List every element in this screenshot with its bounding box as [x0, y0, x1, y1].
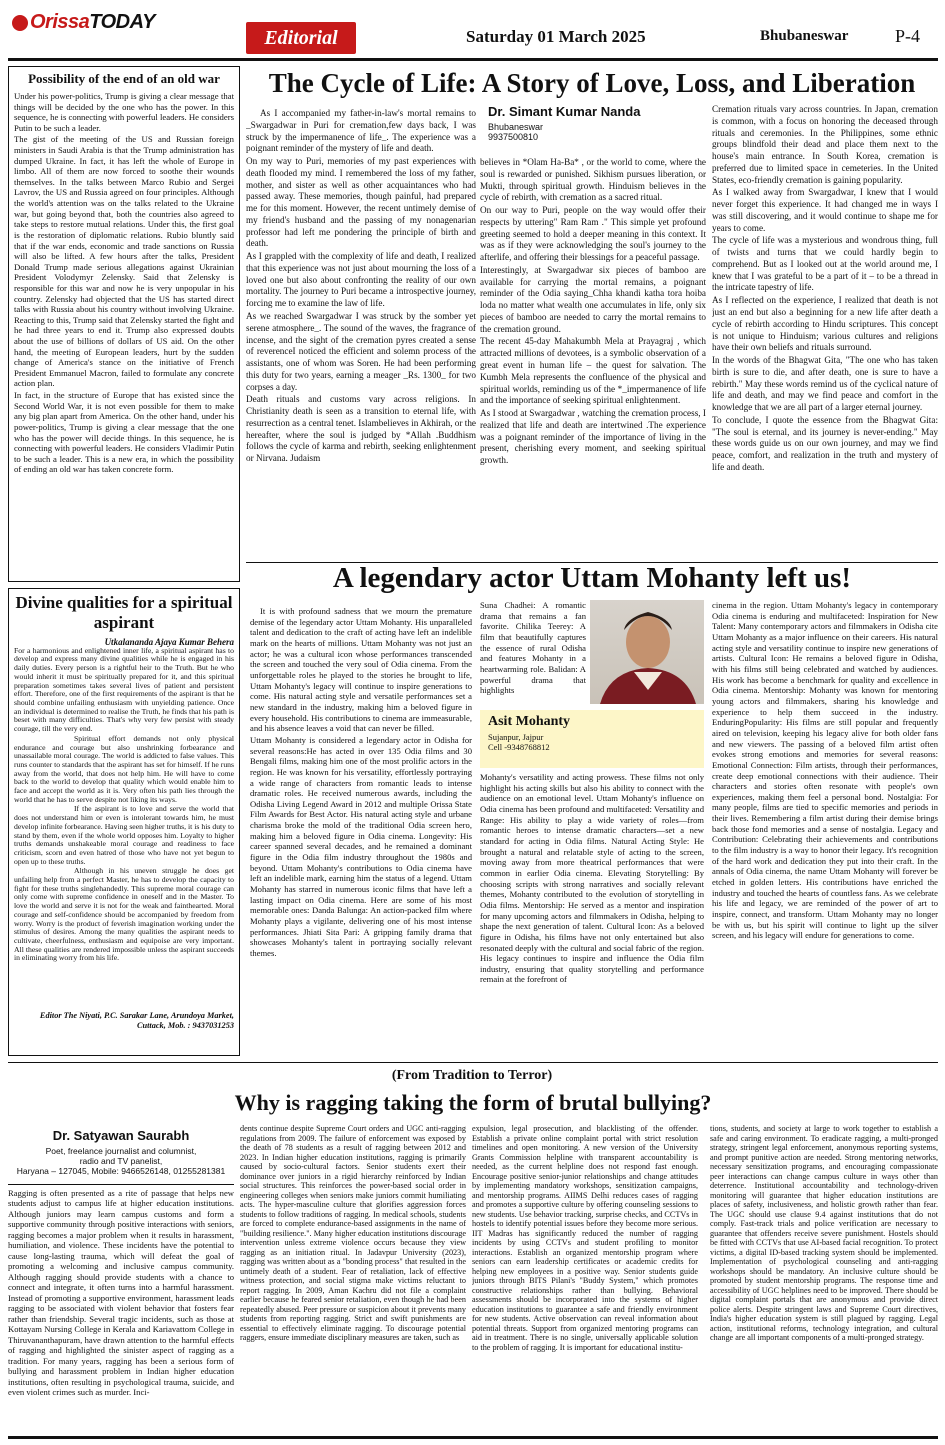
paragraph: If the aspirant is to love and serve the world that does not understand him or even is intolerant towards him, he must develop infinite forbearance. Having seen higher truths, it is his duty to stand by them, even if the whole world opposes him. Loyalty to higher truths demands unshakeable moral courage and readiness to face criticism, scorn and even hatred of those who have not yet begun to open up to these truths. [14, 804, 234, 866]
ragging-kicker: (From Tradition to Terror) [391, 1068, 553, 1083]
logo-mark-icon [12, 15, 28, 31]
paragraph: As I grappled with the complexity of life and death, I realized that this experience was not just about mourning the loss of a loved one but also about confronting the reality of our own mortality. The journey to Puri became a introspective journey, forcing me to examine the law of life. [246, 251, 476, 309]
ragging-title: Why is ragging taking the form of brutal bullying? [234, 1090, 712, 1115]
paragraph: As I walked away from Swargadwar, I knew that I would never forget this experience. It had changed me in ways I was still discovering, and it would continue to shape me for years to come. [712, 187, 938, 233]
paragraph: Under his power-politics, Trump is giving a clear message that things will be decided by the one who has the power. In this sequence, he is connecting with powerful leaders. He considers Putin to be such a leader. [14, 91, 234, 133]
logo-text [30, 11, 155, 34]
paragraph: Interestingly, at Swargadwar six pieces of bamboo are available for carrying the mortal remains, a poignant reminder of the Odia saying_Chha khandi katha tora hoiba loda no matter what wealth one accumulates in life, only six pieces of bamboo are needed to carry the mortal remains to the cremation ground. [480, 264, 706, 334]
paragraph: For a harmonious and enlightened inner life, a spiritual aspirant has to develop and express many divine qualities while he is engaged in his daily duties. Every person is a rightful heir to the Truth. But he who would inherit it must be spiritually prepared for it, and this spiritual preparation sometimes takes several lives of patient and persistent effort. Therefore, one of the first requirements of the aspirant is that he should combine unfailing enthusiasm with unyielding patience. Once an individual is determined to realise the Truth, he finds that his path is beset with many difficulties. That's why very few persist with steady courage, till the very end. [14, 646, 234, 734]
paragraph: Spiritual effort demands not only physical endurance and courage but also unshrinking forbearance and unassailable moral courage. The world is addicted to false values. This runs counter to standards that the aspirant has set for himself. If he runs away from the world, that does not help him. He will have to come back to the world to develop that quality which would enable him to face and accept the world as it is. Very often his path lies through the world that he has to serve despite not liking its ways. [14, 733, 234, 804]
divine-qualities-article [8, 588, 240, 1056]
footer-rule [8, 1436, 938, 1439]
header-rule [8, 58, 938, 61]
paragraph: As I reflected on the experience, I realized that death is not just an end but also a beginning for a new life after death a cycle of rebirth according to Hindu scriptures. This concept is not unique to Hinduism; various cultures and religions have their own beliefs and rituals surround. [712, 295, 938, 353]
cycle-col-2 [480, 157, 706, 560]
author-line: Haryana – 127045, Mobile: 9466526148, 01255281381 [16, 1166, 226, 1176]
cycle-col-1 [246, 108, 476, 560]
article-body [14, 91, 234, 579]
article-body [14, 647, 234, 1009]
paragraph: On our way to Puri, people on the way would offer their respects by uttering" Ram Ram ." This simple yet profound greeting seemed to hold a deeper meaning in this context. It was as if they were acknowledging the soul's journey to the afterlife, and offering their blessings for a peaceful passage. [480, 205, 706, 263]
author-name: Dr. Satyawan Saurabh [52, 1128, 190, 1143]
author-phone: Cell -9348768812 [488, 742, 550, 752]
paragraph: In fact, in the structure of Europe that has existed since the Second World War, it is not even possible for them to make any big plan apart from America. On the other hand, under his power-politics, Trump is giving a clear message that the one who has the power will decide things. In this sequence, he is connecting with powerful leaders. He considers Vladimir Putin to be such a leader. This is a new era, in which the possibility of ending an old war has taken concrete form. [14, 390, 234, 475]
author-phone: 9937500810 [488, 132, 539, 142]
paragraph: Although in his uneven struggle he does get unfailing help from a perfect Master, he has to develop the capacity to fight for these truths singlehandedly. This supreme moral courage can only come with supreme confidence in oneself and in the Master. To love the world and serve it is not for the weak and fainthearted. Moral courage and self-confidence should be accompanied by freedom from worry. Worry is the product of feverish imagination working under the stimulus of desires. Among the many qualities the aspirant needs to cultivate, cheerfulness, enthusiasm and equipoise are very important. All these qualities are rendered impossible unless the aspirant succeeds in eliminating worry from his life. [14, 866, 234, 963]
issue-date: Saturday 01 March 2025 [466, 27, 646, 46]
section-label: Editorial [246, 22, 356, 54]
logo-today: TODAY [89, 11, 155, 33]
page-number: P-4 [895, 26, 921, 46]
paragraph: Death rituals and customs vary across religions. In Christianity death is seen as a transition to eternal life, with resurrection as a central tenet. Islambelieves in Akhirah, or the hereafter, where the soul is judged by *Allah .Buddhism follows the cycle of karma and rebirth, seeking enlightenment or Nirvana. Judaism [246, 394, 476, 464]
logo-orissa: Orissa [30, 11, 90, 33]
ragging-col-2: dents continue despite Supreme Court orders and UGC anti-ragging regulations from 2009. The failure of enforcement was exposed by the death of 78 students as a result of ragging between 2012 and 2023. In Indian higher education institutions, ragging is primarily caused by socio-cultural factors. Senior students exert their dominance over juniors in a rigid hierarchy reinforced by Indian social structures. This reinforces the power-based social order in engineering colleges when seniors make juniors commit humiliating acts. The hyper-masculine culture that glorifies aggression forces students to follow traditions of ragging. In medical schools, students are forced to complete endurance-based assignments in the name of "building resilience.". Many higher education institutions discourage intervention unless extreme violence occurs because they view ragging as an initiation ritual. In Jadavpur University (2023), ragging was written about as a "bonding process" that resulted in the untimely death of a student. Fear of retaliation, lack of effective witness protection, and social stigma make victims reluctant to report ragging. In 2009, Aman Kachru did not file a complaint earlier because he feared senior retaliation, even though he had been repeatedly abused. Peer pressure or suspicion about it prevents many students from reporting ragging. Strict and swift punishments are essential to effectively eliminate ragging. To discourage potential raggers, ensure immediate disciplinary measures are taken, such as [240, 1124, 466, 1343]
edition-city: Bhubaneswar [760, 28, 849, 44]
newspaper-logo [8, 10, 153, 38]
uttam-col-2-top: Suna Chadhei: A romantic drama that remains a fan favorite. Chilika Teerey: A film that beautifully captures the essence of rural Odisha and features Mohanty in a heartwarming role. Balidan: A powerful drama that highlights [480, 600, 586, 696]
article-title: Divine qualities for a spiritual aspirant [15, 593, 233, 633]
divider [8, 1184, 234, 1185]
uttam-col-1 [250, 606, 472, 1054]
article-author: Utkalananda Ajaya Kumar Behera [104, 636, 234, 647]
paragraph: As I accompanied my father-in-law's mortal remains to _Swargadwar in Puri for cremation,few days back, I was struck by the impermanence of life_. The experience was a poignant reminder of the mystery of life and death. [246, 108, 476, 154]
author-city: Bhubaneswar [488, 122, 544, 132]
paragraph: The recent 45-day Mahakumbh Mela at Prayagraj , which attracted millions of devotees, is a symbolic observation of a great event in human life – the quest for salvation. The Kumbh Mela represents the confluence of the physical and spiritual worlds, reminding us of the *_impermanence of life and the importance of seeking spiritual enlightenment. [480, 336, 706, 406]
old-war-article [8, 66, 240, 582]
author-city: Sujanpur, Jajpur [488, 732, 544, 742]
paragraph: In the words of the Bhagwat Gita, "The one who has taken birth is sure to die, and after death, one is sure to have a rebirth." May these words remind us of the cyclical nature of life and death, and may we find peace and comfort in the knowledge that we are all part of a larger eternal journey. [712, 355, 938, 413]
paragraph: As I stood at Swargadwar , watching the cremation process, I realized that life and death are intertwined .The experience was a poignant reminder of the importance of living in the present, cherishing every moment, and seeking spiritual growth. [480, 408, 706, 466]
divider [8, 1062, 938, 1063]
paragraph: On my way to Puri, memories of my past experiences with death flooded my mind. I remembered the loss of my father, mother, and sister as well as other acquaintances who had passed away. These memories, though painful, had prepared me for this moment. However, the recent untimely demise of my friend's husband and the passing of my nonagenarian professor had left me pondering the principle of birth and death. [246, 156, 476, 249]
author-name: Asit Mohanty [488, 714, 571, 729]
ragging-col-4: tions, students, and society at large to work together to establish a safe and caring environment. To eradicate ragging, a multi-pronged strategy, stringent legal enforcement, anonymous reporting systems, and prompt punitive action are needed. Strong mentoring networks, necessary sensitization programs, and encouraging compassionate peer interactions can change campus culture in ways other than deterrence. Institutional accountability and technology-driven monitoring will guarantee that higher education institutions are places of safety, inclusiveness, and holistic growth rather than fear. The UGC should use clause 9.4 against institutions that do not comply. Fast-track trials and police verification are necessary to guarantee that offenders receive severe punishment. Hostels should be fitted with CCTVs that use AI-based facial recognition. To protect victims, a digital ID-based tracking system should be implemented. Implementation of psychological counseling and anti-ragging workshops should be mandatory. An inclusive culture should be promoted by student mentorship programs. The response time and accessibility of UGC helplines need to be improved. There should be digital complaint portals that are anonymous and provide direct police alerts. Despite stringent laws and Supreme Court directives, India's higher education system is still plagued by ragging. Legal action, institutional reforms, technology integration, and cultural change are all important components of a multi-pronged strategy. [710, 1124, 938, 1343]
article-title: Possibility of the end of an old war [28, 71, 220, 86]
uttam-author-box [480, 710, 704, 768]
cycle-col-3 [712, 104, 938, 560]
author-name: Dr. Simant Kumar Nanda [488, 104, 641, 119]
actor-photo [590, 600, 704, 704]
paragraph: The gist of the meeting of the US and Russian foreign ministers in Saudi Arabia is that the Trump administration has dumped Ukraine. In fact, it has left the whole of Europe in limbo. All of them are now forced to soothe their wounds themselves. In the talks between Marco Rubio and Sergei Lavrov, the US and Russia agreed on four principles. Although the world's attention was on the talks related to the Ukraine war, but going beyond that, both the countries also agreed to take steps to restore mutual relations. Under this, the first goal is the restoration of diplomatic relations. Rubio bluntly said that if the war ends, economic and trade sanctions on Russia will also be lifted. A few hours after the talks, President Donald Trump made serious allegations against Ukrainian President Volodymyr Zelensky. Said that Zelensky is responsible for this war and now he is very unpopular in his country. Zelensky had objected that the US has started direct talks with Russia about his country without involving Ukraine. Reacting to this, Trump said that Zelensky started the fight and he had three years to end it. Trump also expressed doubts about the use of billions of dollars of US aid. On the other hand, the meeting of European leaders, hurt by the sudden change of America's stance on the initiative of French President Emmanuel Macron, failed to formulate any concrete action plan. [14, 134, 234, 389]
cycle-author-box [482, 104, 706, 156]
article-signature: Editor The Niyati, P.C. Sarakar Lane, Arundoya Market, Cuttack, Mob. : 9437031253 [39, 1010, 234, 1031]
ragging-author-box [8, 1124, 234, 1182]
uttam-col-3: cinema in the region. Uttam Mohanty's legacy in contemporary Odia cinema is enduring and multifaceted: Inspiration for New Talent: Many contemporary actors and filmmakers in Odisha cite Uttam Mohanty as a major influence on their careers. His natural acting style and versatility continue to inspire new generations of artists. Cultural Icon: He remains a beloved figure in Odisha, with his films still being celebrated and watched by audiences. His work has become a benchmark for quality and excellence in Odia cinema. Mentorship: Mohanty was known for mentoring young actors and filmmakers, sharing his knowledge and experience to help them succeed in the industry. EnduringPopularity: His films are still popular and frequently aired on television, keeping his legacy alive for both older fans and new viewers. The passing of a beloved film artist often evokes strong emotions and memories for several reasons: Emotional Connection: Film artists, through their performances, create deep emotional connections with their audience. Their characters and stories often resonate with people's own experiences, making them feel a personal bond. Nostalgia: For many people, films are tied to specific memories and periods in their lives. Remembering a film artist during their demise brings back those fond memories and a sense of nostalgia. Legacy and Contribution: Celebrating their achievements and contributions to the film industry is a way to honor their legacy. It's recognition of the hard work and dedication they put into their craft. In the annals of Odia cinema, the name Uttam Mohanty will forever be etched in golden letters. His contributions have enriched the industry and touched the hearts of countless fans. As we celebrate his life and legacy, we are reminded of the power of art to inspire, connect, and transform. Uttam Mohanty may no longer be with us, but his spirit will continue to light up the silver screen, and his legacy will endure for generations to come. [712, 600, 938, 941]
paragraph: Cremation rituals vary across countries. In Japan, cremation is common, with a focus on honoring the deceased through rituals and ceremonies. In the Philippines, some ethnic groups blindfold their dead and place them next to the house's main entrance. In South Korea, cremation is preferred due to limited space in cemeteries. In the United States, eco-friendly cremation is gaining popularity. [712, 104, 938, 185]
uttam-col-2-bottom: Mohanty's versatility and acting prowess. These films not only highlight his acting skills but also his ability to connect with the audience on an emotional level. Uttam Mohanty's influence on Odia cinema has been profound and multifaceted: Versatility and Range: His ability to play a wide variety of roles—from romantic heroes to intense dramatic characters—set a new standard for acting in Odia films. Natural Acting Style: He brought a natural and relatable style of acting to the screen, moving away from more theatrical performances that were common in earlier Odia cinema. Elevating Storytelling: By choosing scripts with strong narratives and socially relevant themes, Mohanty contributed to the evolution of storytelling in Odia films. Mentorship: He served as a mentor and inspiration for many upcoming actors and filmmakers in Odisha, helping to shape the next generation of talent. Cultural Icon: As a beloved figure in Odisha, his films have not only entertained but also resonated deeply with the cultural and social fabric of the region. His legacy continues to inspire and influence the Odia film industry, ensuring that quality storytelling and performance remain at the forefront of [480, 772, 704, 985]
uttam-title: A legendary actor Uttam Mohanty left us! [332, 562, 852, 594]
ragging-col-3: expulsion, legal prosecution, and blacklisting of the offender. Establish a private online complaint portal with strict resolution timelines and open monitoring. A new version of the University Grants Commission helpline with transparent accountability is needed, as the current helpline does not respond fast enough. Encourage positive senior-junior relationships and change attitudes by implementing mandatory workshops, sensitization campaigns, and mentorship programs. AIIMS Delhi reduces cases of ragging and promotes a supportive culture by offering counseling sessions to new students. Use behavior tracking, surprise checks, and CCTVs in hostels to identify potential issues before they become more serious. IIT Madras has significantly reduced the number of ragging incidents by using CCTVs and student profiling to monitor interactions. Establish an organized mentorship program where seniors can earn leadership certificates or academic credits for helping new employees in a positive way. Senior students guide juniors through BITS Pilani's "Buddy System," which promotes constructive relationships rather than bullying. Behavioral assessments should be incorporated into the systems of higher education institutions to guarantee a safe and friendly environment for new students. Active observation can reveal information about potential threats. Support from organized mentoring programs can aid in treatment. There is no single, universally applicable solution to the problem of ragging. It is important for educational institu- [472, 1124, 698, 1352]
paragraph: Uttam Mohanty is considered a legendary actor in Odisha for several reasons:He has acted in over 135 Odia films and 30 Bengali films, making him one of the most prolific actors in the region. He was known for his versatility, effortlessly portraying a wide range of characters from romantic leads to intense dramatic roles. He received numerous awards, including the Odisha Living Legend Award in 2012 and multiple Orissa State Film Awards for Best Actor. His natural acting style and urbane charisma broke the mold of the traditional Odia screen hero, making him a beloved figure in Odia cinema. Longevity: His career spanned several decades, and he remained a dominant figure in the Odia film industry throughout the 1980s and beyond. Uttam Mohanty's contributions to Odia cinema have left an indelible mark, earning him the status of a legend. Uttam Mohanty has starred in numerous iconic films that have left a lasting impact on Odia cinema. Here are some of his most memorable ones: Danda Balunga: An action-packed film where Mohanty plays a vigilante, delivering one of his most intense performances. Jhiati Sita Pari: A gripping family drama that showcases Mohanty's talent in portraying socially relevant themes. [250, 734, 472, 958]
cycle-of-life-title: The Cycle of Life: A Story of Love, Loss, and Liberation [268, 68, 916, 98]
ragging-col-1: Ragging is often presented as a rite of passage that helps new students adjust to campus life at higher education institutions. Although juniors may learn campus customs and form a supportive community through positive interactions with seniors, ragging becomes a major problem when it results in harassment, humiliation, and violence. These incidents have the potential to cause long-lasting trauma, which will defeat the goal of promoting a welcoming and inclusive campus community. Although ragging should provide students with a chance to connect and integrate, it often turns into a harmful harassment. Instead of promoting a supportive environment, harassment leads ragging to be associated with violent behavior that fosters fear rather than friendship. Several tragic incidents, such as those at Kottayam Nursing College in Kerala and Kariavattom College in Thiruvananthapuram, have drawn attention to the harmful effects of ragging and highlighted the sinister aspect of ragging as a tradition. For many years, ragging has been a serious form of bullying and harassment problem in Indian higher education institutions, often resulting in psychological trauma, suicide, and even violent crimes such as murder. Inci- [8, 1188, 234, 1398]
paragraph: To conclude, I quote the essence from the Bhagwat Gita: "The soul is eternal, and its journey is never-ending." May these words guide us on our own journey, and may we find peace, comfort, and realization in the truth and mystery of life and death. [712, 414, 938, 472]
paragraph: It is with profound sadness that we mourn the premature demise of the legendary actor Uttam Mohanty. His unparalleled talent and dedication to the craft of acting have left an indelible mark on the hearts of millions. Uttam Mohanty was not just an actor; he was a cultural icon whose performances transcended the screen and touched the very soul of Odia cinema. From the unforgettable roles he played to the stories he brought to life, Uttam Mohanty's legacy will continue to inspire generations to come. His natural acting style and versatile performances set a new standard in the industry, making him a beloved figure in every household. His contributions to cinema are immeasurable, and his absence leaves a void that can never be filled. [250, 606, 472, 734]
author-line: Poet, freelance journalist and columnist, [45, 1146, 197, 1156]
paragraph: believes in *Olam Ha-Ba* , or the world to come, where the soul is rewarded or punished. Sikhism pursues liberation, or Mukti, through spiritual growth. Hinduism believes in the cycle of rebirth, with cremation as a sacred ritual. [480, 157, 706, 203]
author-line: radio and TV panelist, [79, 1156, 163, 1166]
paragraph: As we reached Swargadwar I was struck by the somber yet serene atmosphere_. The sound of the waves, the fragrance of incense, and the sight of the cremation pyres created a sense of reverenceI noticed the efficient and solemn process of the assistants, one of whom was Soren. He had been performing this duty for two years, earning a meager _Rs. 1300_ for two corpses a day. [246, 311, 476, 392]
paragraph: The cycle of life was a mysterious and wondrous thing, full of twists and turns that we could hardly begin to comprehend. But as I looked out at the world around me, I knew that I was grateful to be a part of it – to be a thread in the intricate tapestry of life. [712, 235, 938, 293]
